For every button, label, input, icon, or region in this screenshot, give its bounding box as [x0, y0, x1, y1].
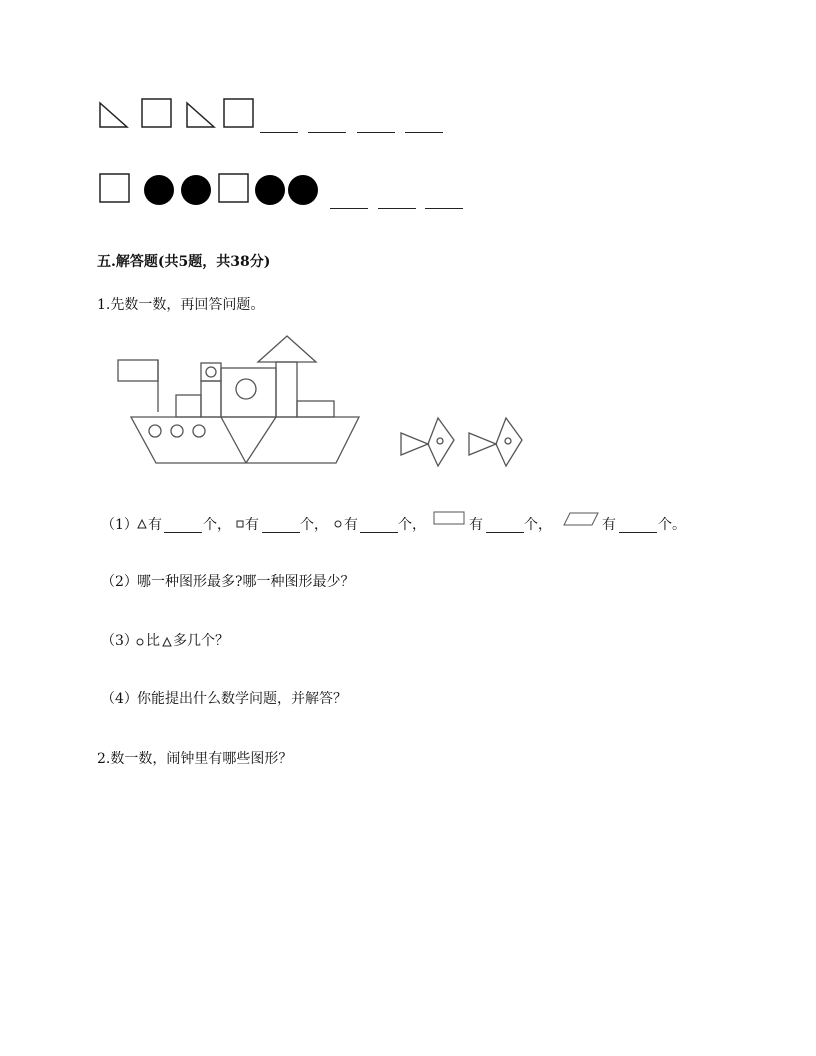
- section-title: 五.解答题(共5题，共38分): [97, 254, 271, 270]
- sub2-label: （2）: [101, 574, 138, 590]
- sub3-mid: 比: [146, 633, 160, 649]
- sub1-parallelogram-word: 有: [602, 517, 616, 533]
- sub1-circle-word: 有: [344, 517, 358, 533]
- sub3-label: （3）: [101, 633, 138, 649]
- question-2-title: 2.数一数，闹钟里有哪些图形？: [97, 751, 293, 767]
- sub1-unit: 个，: [524, 517, 552, 533]
- sub3-end: 多几个？: [173, 633, 229, 649]
- sub4-label: （4）: [101, 691, 138, 707]
- sub1-label: （1）: [101, 517, 138, 533]
- sub1-unit: 个，: [203, 517, 231, 533]
- sub1-unit: 个，: [300, 517, 328, 533]
- sub1-unit: 个，: [398, 517, 426, 533]
- sub2-text: 哪一种图形最多?哪一种图形最少？: [137, 574, 355, 590]
- sub1-triangle-word: 有: [148, 517, 162, 533]
- sub1-rect-word: 有: [245, 517, 259, 533]
- sub1-end: 个。: [658, 517, 686, 533]
- sub1-rectangle-word: 有: [469, 517, 483, 533]
- sub4-text: 你能提出什么数学问题，并解答？: [137, 691, 347, 707]
- question-1-title: 1.先数一数，再回答问题。: [97, 297, 265, 313]
